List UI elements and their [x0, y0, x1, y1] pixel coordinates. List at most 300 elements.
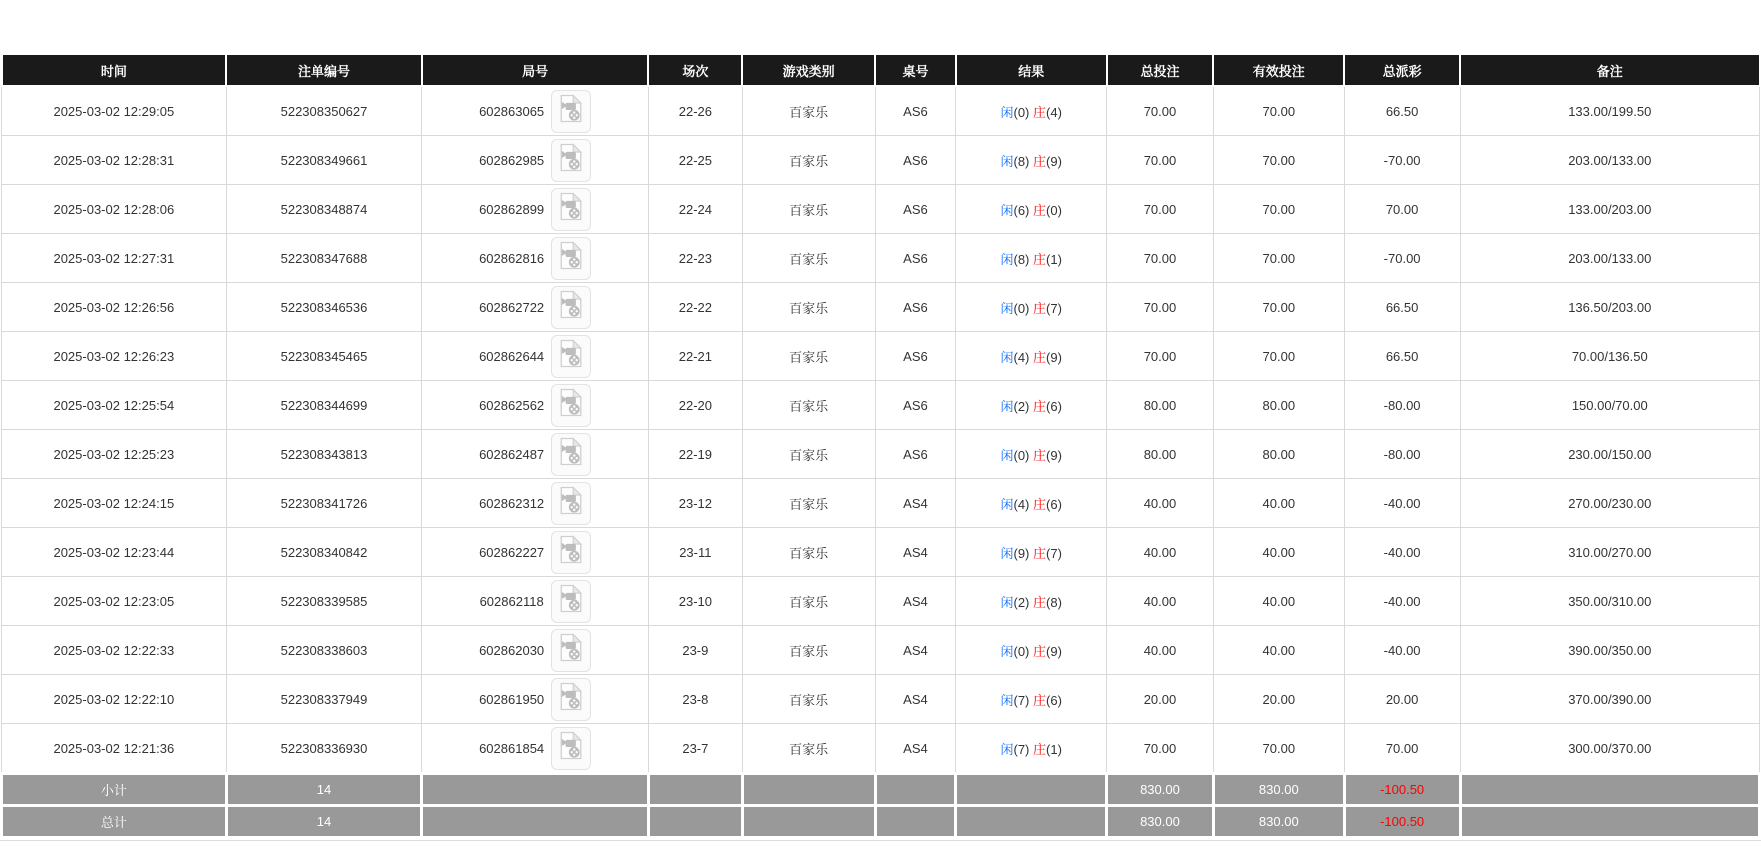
banker-label: 庄: [1033, 741, 1047, 757]
cell-bet-number: 522308347688: [226, 234, 422, 283]
table-bottom-divider: [0, 840, 1761, 841]
video-replay-button[interactable]: [551, 286, 591, 329]
cell-remark: 70.00/136.50: [1460, 332, 1759, 381]
cell-total-bet: 70.00: [1107, 234, 1214, 283]
video-file-icon: [558, 584, 584, 613]
banker-label: 庄: [1033, 251, 1047, 267]
cell-payout: 20.00: [1344, 675, 1460, 724]
footer-empty-cell: [875, 774, 956, 806]
cell-session: 22-26: [648, 86, 742, 136]
col-header-remark: 备注: [1460, 55, 1759, 86]
cell-payout: -80.00: [1344, 381, 1460, 430]
cell-payout: -70.00: [1344, 234, 1460, 283]
cell-remark: 370.00/390.00: [1460, 675, 1759, 724]
player-score: (2): [1013, 398, 1030, 414]
cell-table-number: AS6: [875, 332, 956, 381]
cell-total-bet: 40.00: [1107, 626, 1214, 675]
cell-remark: 203.00/133.00: [1460, 234, 1759, 283]
subtotal-row: [2, 774, 1760, 806]
video-file-icon: [558, 437, 584, 466]
game-number: 602862030: [479, 642, 545, 658]
grand-total-count: 14: [226, 806, 422, 838]
video-replay-button[interactable]: [551, 727, 591, 770]
cell-payout: -40.00: [1344, 577, 1460, 626]
cell-game-number: [422, 136, 649, 185]
game-number: 602861950: [479, 691, 545, 707]
cell-game-number: [422, 626, 649, 675]
video-file-icon: [558, 633, 584, 662]
cell-result: [956, 381, 1107, 430]
cell-bet-number: 522308343813: [226, 430, 422, 479]
cell-bet-number: 522308349661: [226, 136, 422, 185]
cell-valid-bet: 40.00: [1213, 528, 1344, 577]
subtotal-label: 小计: [2, 774, 227, 806]
cell-valid-bet: 70.00: [1213, 86, 1344, 136]
cell-result: [956, 332, 1107, 381]
cell-time: 2025-03-02 12:26:23: [2, 332, 227, 381]
player-score: (8): [1013, 251, 1030, 267]
cell-payout: 66.50: [1344, 332, 1460, 381]
banker-score: (1): [1046, 741, 1062, 757]
col-header-total-bet: 总投注: [1107, 55, 1214, 86]
player-label: 闲: [1000, 398, 1014, 414]
video-replay-button[interactable]: [551, 531, 591, 574]
table-summary: [2, 774, 1760, 838]
bet-record-row: [2, 724, 1760, 774]
cell-result: [956, 136, 1107, 185]
grand-total-total-bet: 830.00: [1107, 806, 1214, 838]
footer-empty-cell: [875, 806, 956, 838]
cell-game-type: 百家乐: [742, 332, 875, 381]
cell-payout: 66.50: [1344, 86, 1460, 136]
cell-valid-bet: 70.00: [1213, 283, 1344, 332]
banker-score: (7): [1046, 545, 1062, 561]
cell-table-number: AS6: [875, 234, 956, 283]
cell-game-number: [422, 430, 649, 479]
col-header-bet-number: 注单编号: [226, 55, 422, 86]
col-header-table-number: 桌号: [875, 55, 956, 86]
cell-game-number: [422, 185, 649, 234]
cell-game-number: [422, 675, 649, 724]
cell-time: 2025-03-02 12:26:56: [2, 283, 227, 332]
video-replay-button[interactable]: [551, 482, 591, 525]
game-number: 602862816: [479, 250, 545, 266]
player-label: 闲: [1000, 153, 1014, 169]
game-number: 602862118: [479, 593, 544, 609]
cell-game-number: [422, 86, 649, 136]
cell-remark: 203.00/133.00: [1460, 136, 1759, 185]
cell-game-type: 百家乐: [742, 675, 875, 724]
banker-label: 庄: [1033, 104, 1047, 120]
cell-valid-bet: 40.00: [1213, 577, 1344, 626]
cell-remark: 133.00/203.00: [1460, 185, 1759, 234]
player-score: (0): [1013, 104, 1030, 120]
bet-record-row: [2, 332, 1760, 381]
player-score: (6): [1013, 202, 1030, 218]
player-score: (4): [1013, 496, 1030, 512]
cell-valid-bet: 80.00: [1213, 381, 1344, 430]
cell-session: 22-23: [648, 234, 742, 283]
cell-valid-bet: 70.00: [1213, 332, 1344, 381]
video-replay-button[interactable]: [551, 335, 591, 378]
cell-bet-number: 522308336930: [226, 724, 422, 774]
player-label: 闲: [1000, 202, 1014, 218]
cell-total-bet: 40.00: [1107, 479, 1214, 528]
subtotal-total-bet: 830.00: [1107, 774, 1214, 806]
player-label: 闲: [1000, 643, 1014, 659]
banker-label: 庄: [1033, 447, 1047, 463]
player-label: 闲: [1000, 741, 1014, 757]
game-number: 602862899: [479, 201, 545, 217]
cell-table-number: AS4: [875, 724, 956, 774]
video-file-icon: [558, 290, 584, 319]
video-file-icon: [558, 192, 584, 221]
table-header-row: [2, 55, 1760, 86]
cell-session: 23-7: [648, 724, 742, 774]
cell-game-number: [422, 528, 649, 577]
video-file-icon: [558, 241, 584, 270]
footer-empty-cell: [422, 806, 649, 838]
cell-game-type: 百家乐: [742, 86, 875, 136]
cell-time: 2025-03-02 12:25:54: [2, 381, 227, 430]
game-number: 602862562: [479, 397, 545, 413]
player-label: 闲: [1000, 692, 1014, 708]
cell-session: 22-20: [648, 381, 742, 430]
cell-game-type: 百家乐: [742, 283, 875, 332]
video-replay-button[interactable]: [551, 678, 591, 721]
video-file-icon: [558, 388, 584, 417]
cell-game-type: 百家乐: [742, 234, 875, 283]
cell-result: [956, 626, 1107, 675]
cell-total-bet: 70.00: [1107, 86, 1214, 136]
cell-total-bet: 80.00: [1107, 430, 1214, 479]
footer-empty-cell: [422, 774, 649, 806]
bet-record-row: [2, 381, 1760, 430]
cell-total-bet: 70.00: [1107, 283, 1214, 332]
game-number: 602862487: [479, 446, 545, 462]
banker-label: 庄: [1033, 692, 1047, 708]
cell-time: 2025-03-02 12:28:06: [2, 185, 227, 234]
cell-bet-number: 522308340842: [226, 528, 422, 577]
cell-result: [956, 283, 1107, 332]
cell-time: 2025-03-02 12:27:31: [2, 234, 227, 283]
banker-label: 庄: [1033, 545, 1047, 561]
col-header-result: 结果: [956, 55, 1107, 86]
cell-valid-bet: 70.00: [1213, 136, 1344, 185]
player-label: 闲: [1000, 300, 1014, 316]
banker-score: (4): [1046, 104, 1062, 120]
bet-record-row: [2, 479, 1760, 528]
banker-label: 庄: [1033, 349, 1047, 365]
cell-session: 22-19: [648, 430, 742, 479]
cell-game-type: 百家乐: [742, 724, 875, 774]
bet-record-row: [2, 185, 1760, 234]
player-label: 闲: [1000, 594, 1014, 610]
cell-bet-number: 522308338603: [226, 626, 422, 675]
video-file-icon: [558, 682, 584, 711]
cell-session: 23-10: [648, 577, 742, 626]
cell-table-number: AS6: [875, 86, 956, 136]
cell-table-number: AS4: [875, 675, 956, 724]
player-label: 闲: [1000, 104, 1014, 120]
player-score: (0): [1013, 643, 1030, 659]
cell-time: 2025-03-02 12:29:05: [2, 86, 227, 136]
cell-total-bet: 40.00: [1107, 577, 1214, 626]
video-replay-button[interactable]: [551, 139, 591, 182]
cell-session: 22-25: [648, 136, 742, 185]
cell-table-number: AS4: [875, 626, 956, 675]
cell-total-bet: 70.00: [1107, 185, 1214, 234]
grand-total-row: [2, 806, 1760, 838]
cell-payout: -80.00: [1344, 430, 1460, 479]
cell-session: 23-8: [648, 675, 742, 724]
cell-time: 2025-03-02 12:25:23: [2, 430, 227, 479]
cell-time: 2025-03-02 12:21:36: [2, 724, 227, 774]
bet-record-row: [2, 283, 1760, 332]
cell-time: 2025-03-02 12:24:15: [2, 479, 227, 528]
cell-result: [956, 577, 1107, 626]
cell-time: 2025-03-02 12:22:10: [2, 675, 227, 724]
cell-table-number: AS6: [875, 136, 956, 185]
cell-total-bet: 70.00: [1107, 724, 1214, 774]
cell-payout: 66.50: [1344, 283, 1460, 332]
cell-table-number: AS6: [875, 430, 956, 479]
cell-result: [956, 724, 1107, 774]
cell-game-number: [422, 479, 649, 528]
cell-payout: -40.00: [1344, 528, 1460, 577]
table-body: [2, 86, 1760, 774]
subtotal-valid-bet: 830.00: [1213, 774, 1344, 806]
cell-session: 23-12: [648, 479, 742, 528]
cell-table-number: AS6: [875, 381, 956, 430]
video-file-icon: [558, 339, 584, 368]
player-score: (9): [1013, 545, 1030, 561]
cell-session: 23-9: [648, 626, 742, 675]
grand-total-payout: -100.50: [1344, 806, 1460, 838]
cell-valid-bet: 20.00: [1213, 675, 1344, 724]
banker-score: (7): [1046, 300, 1062, 316]
footer-empty-cell: [1460, 806, 1759, 838]
bet-record-row: [2, 136, 1760, 185]
banker-label: 庄: [1033, 300, 1047, 316]
col-header-session: 场次: [648, 55, 742, 86]
video-replay-button[interactable]: [551, 237, 591, 280]
cell-total-bet: 80.00: [1107, 381, 1214, 430]
player-score: (8): [1013, 153, 1030, 169]
bet-record-row: [2, 577, 1760, 626]
cell-bet-number: 522308337949: [226, 675, 422, 724]
cell-remark: 350.00/310.00: [1460, 577, 1759, 626]
col-header-game-number: 局号: [422, 55, 649, 86]
banker-score: (0): [1046, 202, 1062, 218]
cell-table-number: AS4: [875, 479, 956, 528]
player-score: (2): [1013, 594, 1030, 610]
cell-table-number: AS4: [875, 577, 956, 626]
video-replay-button[interactable]: [551, 433, 591, 476]
cell-bet-number: 522308345465: [226, 332, 422, 381]
cell-game-type: 百家乐: [742, 577, 875, 626]
cell-bet-number: 522308350627: [226, 86, 422, 136]
player-score: (0): [1013, 447, 1030, 463]
cell-remark: 300.00/370.00: [1460, 724, 1759, 774]
cell-valid-bet: 70.00: [1213, 185, 1344, 234]
bet-record-row: [2, 675, 1760, 724]
cell-payout: -40.00: [1344, 626, 1460, 675]
footer-empty-cell: [1460, 774, 1759, 806]
cell-valid-bet: 70.00: [1213, 724, 1344, 774]
cell-game-number: [422, 234, 649, 283]
game-number: 602862312: [479, 495, 545, 511]
cell-game-number: [422, 283, 649, 332]
cell-time: 2025-03-02 12:23:05: [2, 577, 227, 626]
col-header-valid-bet: 有效投注: [1213, 55, 1344, 86]
cell-game-type: 百家乐: [742, 528, 875, 577]
banker-label: 庄: [1033, 202, 1047, 218]
grand-total-valid-bet: 830.00: [1213, 806, 1344, 838]
cell-session: 23-11: [648, 528, 742, 577]
bet-records-table: [0, 55, 1761, 839]
cell-payout: 70.00: [1344, 185, 1460, 234]
banker-label: 庄: [1033, 643, 1047, 659]
game-number: 602862227: [479, 544, 545, 560]
cell-game-number: [422, 381, 649, 430]
grand-total-label: 总计: [2, 806, 227, 838]
game-number: 602862644: [479, 348, 545, 364]
cell-game-number: [422, 577, 649, 626]
cell-table-number: AS4: [875, 528, 956, 577]
cell-remark: 310.00/270.00: [1460, 528, 1759, 577]
bet-record-row: [2, 234, 1760, 283]
cell-result: [956, 528, 1107, 577]
cell-total-bet: 70.00: [1107, 332, 1214, 381]
cell-game-type: 百家乐: [742, 479, 875, 528]
cell-valid-bet: 40.00: [1213, 479, 1344, 528]
cell-remark: 136.50/203.00: [1460, 283, 1759, 332]
col-header-payout: 总派彩: [1344, 55, 1460, 86]
cell-time: 2025-03-02 12:28:31: [2, 136, 227, 185]
video-file-icon: [558, 731, 584, 760]
cell-payout: -70.00: [1344, 136, 1460, 185]
banker-label: 庄: [1033, 153, 1047, 169]
video-file-icon: [558, 143, 584, 172]
cell-result: [956, 430, 1107, 479]
video-replay-button[interactable]: [551, 580, 591, 623]
cell-total-bet: 40.00: [1107, 528, 1214, 577]
video-file-icon: [558, 94, 584, 123]
cell-bet-number: 522308341726: [226, 479, 422, 528]
cell-game-type: 百家乐: [742, 185, 875, 234]
game-number: 602862722: [479, 299, 545, 315]
cell-valid-bet: 40.00: [1213, 626, 1344, 675]
cell-total-bet: 20.00: [1107, 675, 1214, 724]
banker-score: (6): [1046, 398, 1062, 414]
video-replay-button[interactable]: [551, 188, 591, 231]
cell-payout: 70.00: [1344, 724, 1460, 774]
col-header-time: 时间: [2, 55, 227, 86]
cell-payout: -40.00: [1344, 479, 1460, 528]
player-score: (7): [1013, 741, 1030, 757]
cell-valid-bet: 70.00: [1213, 234, 1344, 283]
video-replay-button[interactable]: [551, 384, 591, 427]
game-number: 602863065: [479, 103, 545, 119]
player-score: (4): [1013, 349, 1030, 365]
cell-session: 22-24: [648, 185, 742, 234]
bet-record-row: [2, 430, 1760, 479]
player-label: 闲: [1000, 496, 1014, 512]
banker-score: (9): [1046, 447, 1062, 463]
cell-valid-bet: 80.00: [1213, 430, 1344, 479]
cell-remark: 270.00/230.00: [1460, 479, 1759, 528]
banker-score: (6): [1046, 692, 1062, 708]
cell-remark: 390.00/350.00: [1460, 626, 1759, 675]
cell-game-number: [422, 332, 649, 381]
cell-remark: 230.00/150.00: [1460, 430, 1759, 479]
cell-game-type: 百家乐: [742, 626, 875, 675]
col-header-game-type: 游戏类别: [742, 55, 875, 86]
player-score: (7): [1013, 692, 1030, 708]
cell-result: [956, 185, 1107, 234]
video-file-icon: [558, 486, 584, 515]
cell-game-type: 百家乐: [742, 136, 875, 185]
footer-empty-cell: [956, 774, 1107, 806]
banker-score: (1): [1046, 251, 1062, 267]
game-number: 602861854: [479, 740, 545, 756]
cell-remark: 133.00/199.50: [1460, 86, 1759, 136]
cell-bet-number: 522308339585: [226, 577, 422, 626]
cell-game-type: 百家乐: [742, 430, 875, 479]
cell-remark: 150.00/70.00: [1460, 381, 1759, 430]
banker-label: 庄: [1033, 594, 1047, 610]
footer-empty-cell: [648, 806, 742, 838]
banker-label: 庄: [1033, 496, 1047, 512]
cell-table-number: AS6: [875, 283, 956, 332]
cell-bet-number: 522308348874: [226, 185, 422, 234]
cell-time: 2025-03-02 12:23:44: [2, 528, 227, 577]
footer-empty-cell: [956, 806, 1107, 838]
cell-bet-number: 522308346536: [226, 283, 422, 332]
banker-label: 庄: [1033, 398, 1047, 414]
cell-game-number: [422, 724, 649, 774]
video-replay-button[interactable]: [551, 629, 591, 672]
bet-record-row: [2, 528, 1760, 577]
subtotal-count: 14: [226, 774, 422, 806]
banker-score: (8): [1046, 594, 1062, 610]
cell-session: 22-21: [648, 332, 742, 381]
cell-result: [956, 479, 1107, 528]
cell-bet-number: 522308344699: [226, 381, 422, 430]
footer-empty-cell: [742, 806, 875, 838]
player-label: 闲: [1000, 545, 1014, 561]
bet-record-row: [2, 86, 1760, 136]
bet-record-row: [2, 626, 1760, 675]
player-label: 闲: [1000, 251, 1014, 267]
player-label: 闲: [1000, 447, 1014, 463]
cell-result: [956, 675, 1107, 724]
cell-time: 2025-03-02 12:22:33: [2, 626, 227, 675]
game-number: 602862985: [479, 152, 545, 168]
player-label: 闲: [1000, 349, 1014, 365]
subtotal-payout: -100.50: [1344, 774, 1460, 806]
banker-score: (9): [1046, 153, 1062, 169]
banker-score: (6): [1046, 496, 1062, 512]
banker-score: (9): [1046, 349, 1062, 365]
cell-result: [956, 86, 1107, 136]
cell-total-bet: 70.00: [1107, 136, 1214, 185]
cell-result: [956, 234, 1107, 283]
player-score: (0): [1013, 300, 1030, 316]
banker-score: (9): [1046, 643, 1062, 659]
video-replay-button[interactable]: [551, 90, 591, 133]
